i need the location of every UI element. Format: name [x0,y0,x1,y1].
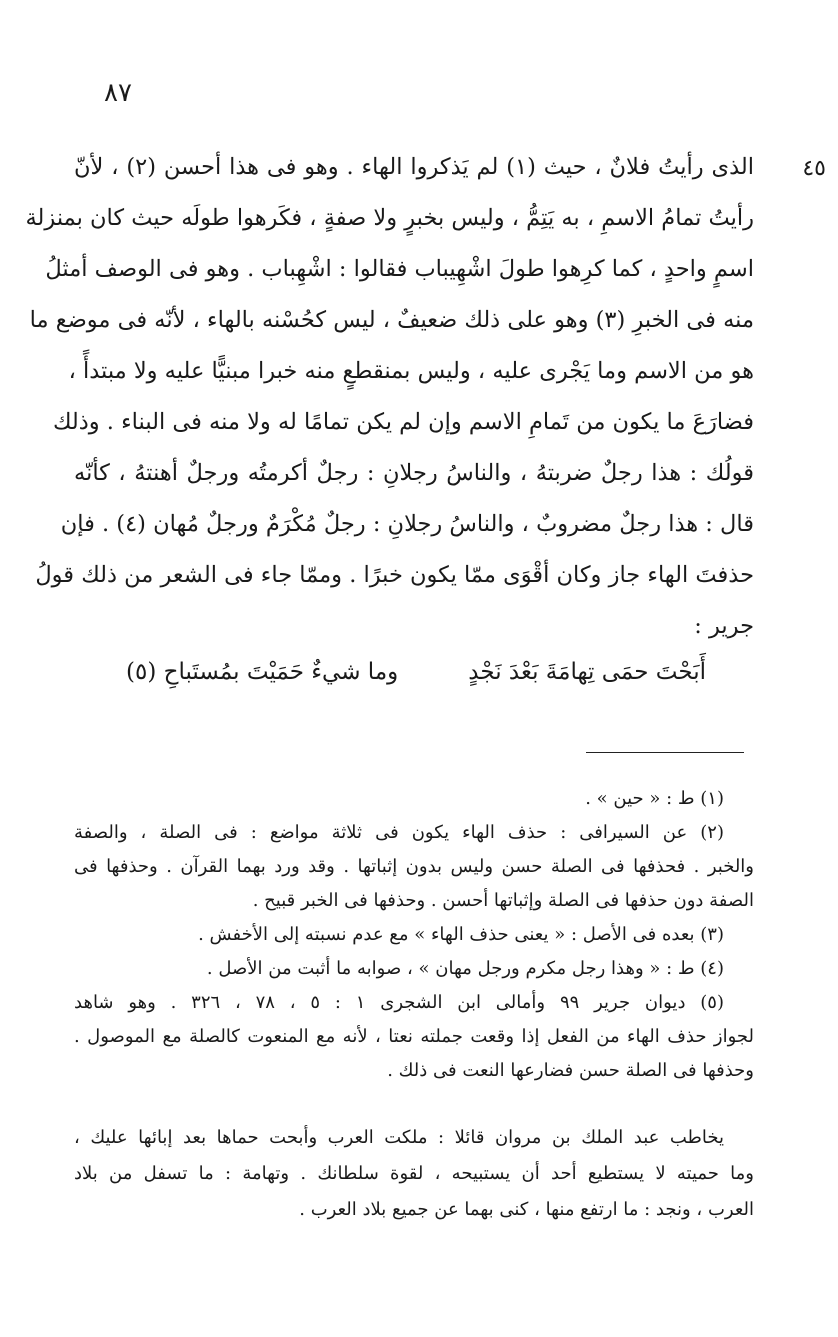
page-number: ٨٧ [104,78,132,108]
footnote-line: والخبر . فحذفها فى الصلة حسن وليس بدون إثباتها . وقد ورد بهما القرآن . وحذفها فى [74,856,754,877]
footnote-divider [586,752,744,753]
margin-line-number: ٤٥ [802,156,826,181]
footnote-line: (٥) ديوان جرير ٩٩ وأمالى ابن الشجرى ١ : ٥ ، ٧٨ ، ٣٢٦ . وهو شاهد [74,992,724,1013]
footnote-line: (١) ط : « حين » . [585,788,724,809]
text-line: حذفتَ الهاء جاز وكان أقْوَى ممّا يكون خبرًا . وممّا جاء فى الشعر من ذلك قولُ [35,562,754,588]
footnote-line: (٣) بعده فى الأصل : « يعنى حذف الهاء » مع عدم نسبته إلى الأخفش . [198,924,724,945]
footnote-line: وحذفها فى الصلة حسن فضارعها النعت فى ذلك . [387,1060,754,1081]
text-line: رأيتُ تمامُ الاسمِ ، به يَتِمُّ ، وليس بخبرٍ ولا صفةٍ ، فكَرهوا طولَه حيث كان بمنزلة [25,205,754,231]
footnote-line: (٤) ط : « وهذا رجل مكرم ورجل مهان » ، صوابه ما أثبت من الأصل . [206,958,724,979]
verse-commentary [74,1120,754,1228]
footnote-line: (٢) عن السيرافى : حذف الهاء يكون فى ثلاثة مواضع : فى الصلة ، والصفة [74,822,724,843]
commentary-line: وما حميته لا يستطيع أحد أن يستبيحه ، لقوة سلطانك . وتهامة : ما تسفل من بلاد [74,1163,754,1184]
verse-first-hemistich: أَبَحْتَ حمَى تِهامَةَ بَعْدَ نَجْدٍ [468,659,706,685]
footnote-line: الصفة دون حذفها فى الصلة وإثباتها أحسن . وحذفها فى الخبر قبيح . [252,890,754,911]
text-line: الذى رأيتُ فلانٌ ، حيث (١) لم يَذكروا الهاء . وهو فى هذا أحسن (٢) ، لأنّ [74,154,754,180]
text-line: قولُك : هذا رجلٌ ضربتهُ ، والناسُ رجلانِ : رجلٌ أكرمتُه ورجلٌ أهنتهُ ، كأنّه [74,460,754,486]
verse-second-hemistich: وما شيءٌ حَمَيْتَ بمُستَباحِ (٥) [126,659,399,685]
footnotes [74,782,754,1088]
poetry-verse [126,650,706,694]
commentary-line: العرب ، ونجد : ما ارتفع منها ، كنى بهما عن جميع بلاد العرب . [299,1199,754,1220]
text-line: قال : هذا رجلٌ مضروبٌ ، والناسُ رجلانِ : رجلٌ مُكْرَمٌ ورجلٌ مُهان (٤) . فإن [60,511,754,537]
commentary-line: يخاطب عبد الملك بن مروان قائلا : ملكت العرب وأبحت حماها بعد إبائها عليك ، [74,1127,724,1148]
text-line: اسمٍ واحدٍ ، كما كرِهوا طولَ اشْهِيباب فقالوا : اشْهِباب . وهو فى الوصف أمثلُ [45,256,754,282]
main-text [25,142,754,652]
text-line: فضارَعَ ما يكون من تَمامِ الاسم وإن لم يكن تمامًا له ولا منه فى البناء . وذلك [52,409,754,435]
footnote-line: لجواز حذف الهاء من الفعل إذا وقعت جملته نعتا ، لأنه مع المنعوت كالصلة مع الموصول . [74,1026,754,1047]
text-line: جرير : [694,613,754,639]
text-line: هو من الاسم وما يَجْرى عليه ، وليس بمنقطعٍ منه خبرا مبنيًّا عليه ولا مبتدأً ، [68,358,754,384]
text-line: منه فى الخبرِ (٣) وهو على ذلك ضعيفٌ ، ليس كحُسْنه بالهاء ، لأنّه فى موضع ما [29,307,754,333]
